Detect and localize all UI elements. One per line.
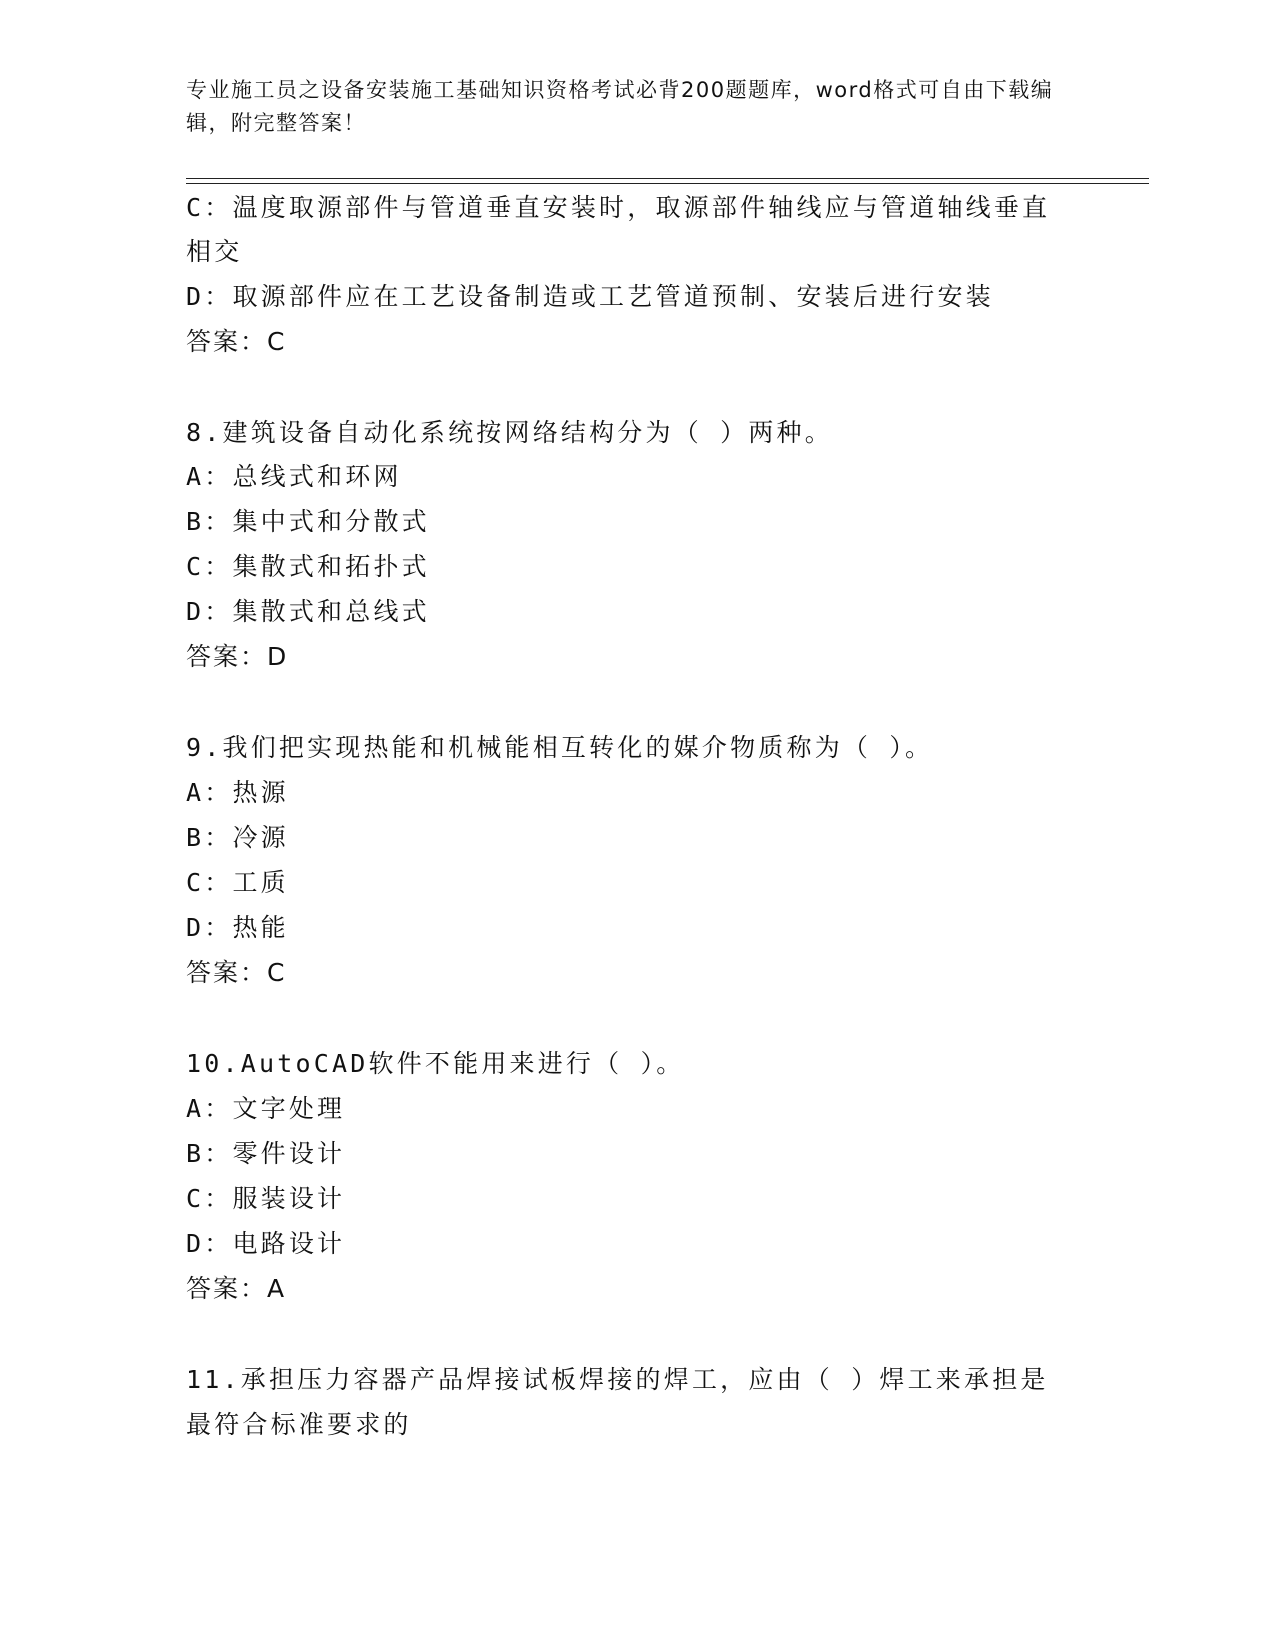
q9-option-d: D：热能 bbox=[186, 913, 289, 942]
q10-option-c: C：服装设计 bbox=[186, 1184, 346, 1213]
prev-option-c-line2: 相交 bbox=[186, 237, 243, 266]
q11-stem-line1: 11.承担压力容器产品焊接试板焊接的焊工，应由（ ）焊工来承担是 bbox=[186, 1365, 1049, 1394]
header-divider-bottom bbox=[186, 183, 1149, 184]
q10-stem: 10.AutoCAD软件不能用来进行（ ）。 bbox=[186, 1049, 685, 1078]
q8-answer: 答案：D bbox=[186, 642, 289, 671]
q8-option-a: A：总线式和环网 bbox=[186, 462, 402, 491]
q8-option-d: D：集散式和总线式 bbox=[186, 597, 430, 626]
q9-stem: 9.我们把实现热能和机械能相互转化的媒介物质称为（ ）。 bbox=[186, 733, 934, 762]
q8-option-c: C：集散式和拓扑式 bbox=[186, 552, 430, 581]
q10-option-b: B：零件设计 bbox=[186, 1139, 346, 1168]
prev-option-c-line1: C：温度取源部件与管道垂直安装时，取源部件轴线应与管道轴线垂直 bbox=[186, 193, 1051, 222]
q9-option-b: B：冷源 bbox=[186, 823, 289, 852]
q9-answer: 答案：C bbox=[186, 958, 287, 987]
q9-option-a: A：热源 bbox=[186, 778, 289, 807]
q8-stem: 8.建筑设备自动化系统按网络结构分为（ ）两种。 bbox=[186, 418, 833, 447]
q8-option-b: B：集中式和分散式 bbox=[186, 507, 430, 536]
q10-option-d: D：电路设计 bbox=[186, 1229, 346, 1258]
prev-answer: 答案：C bbox=[186, 327, 287, 356]
q10-answer: 答案：A bbox=[186, 1274, 287, 1303]
document-header-title: 专业施工员之设备安装施工基础知识资格考试必背200题题库，word格式可自由下载编辑，附完整答案！ bbox=[186, 78, 1054, 135]
q10-option-a: A：文字处理 bbox=[186, 1094, 346, 1123]
header-divider-top bbox=[186, 178, 1149, 179]
q11-stem-line2: 最符合标准要求的 bbox=[186, 1410, 412, 1439]
prev-option-d: D：取源部件应在工艺设备制造或工艺管道预制、安装后进行安装 bbox=[186, 282, 994, 311]
q9-option-c: C：工质 bbox=[186, 868, 289, 897]
